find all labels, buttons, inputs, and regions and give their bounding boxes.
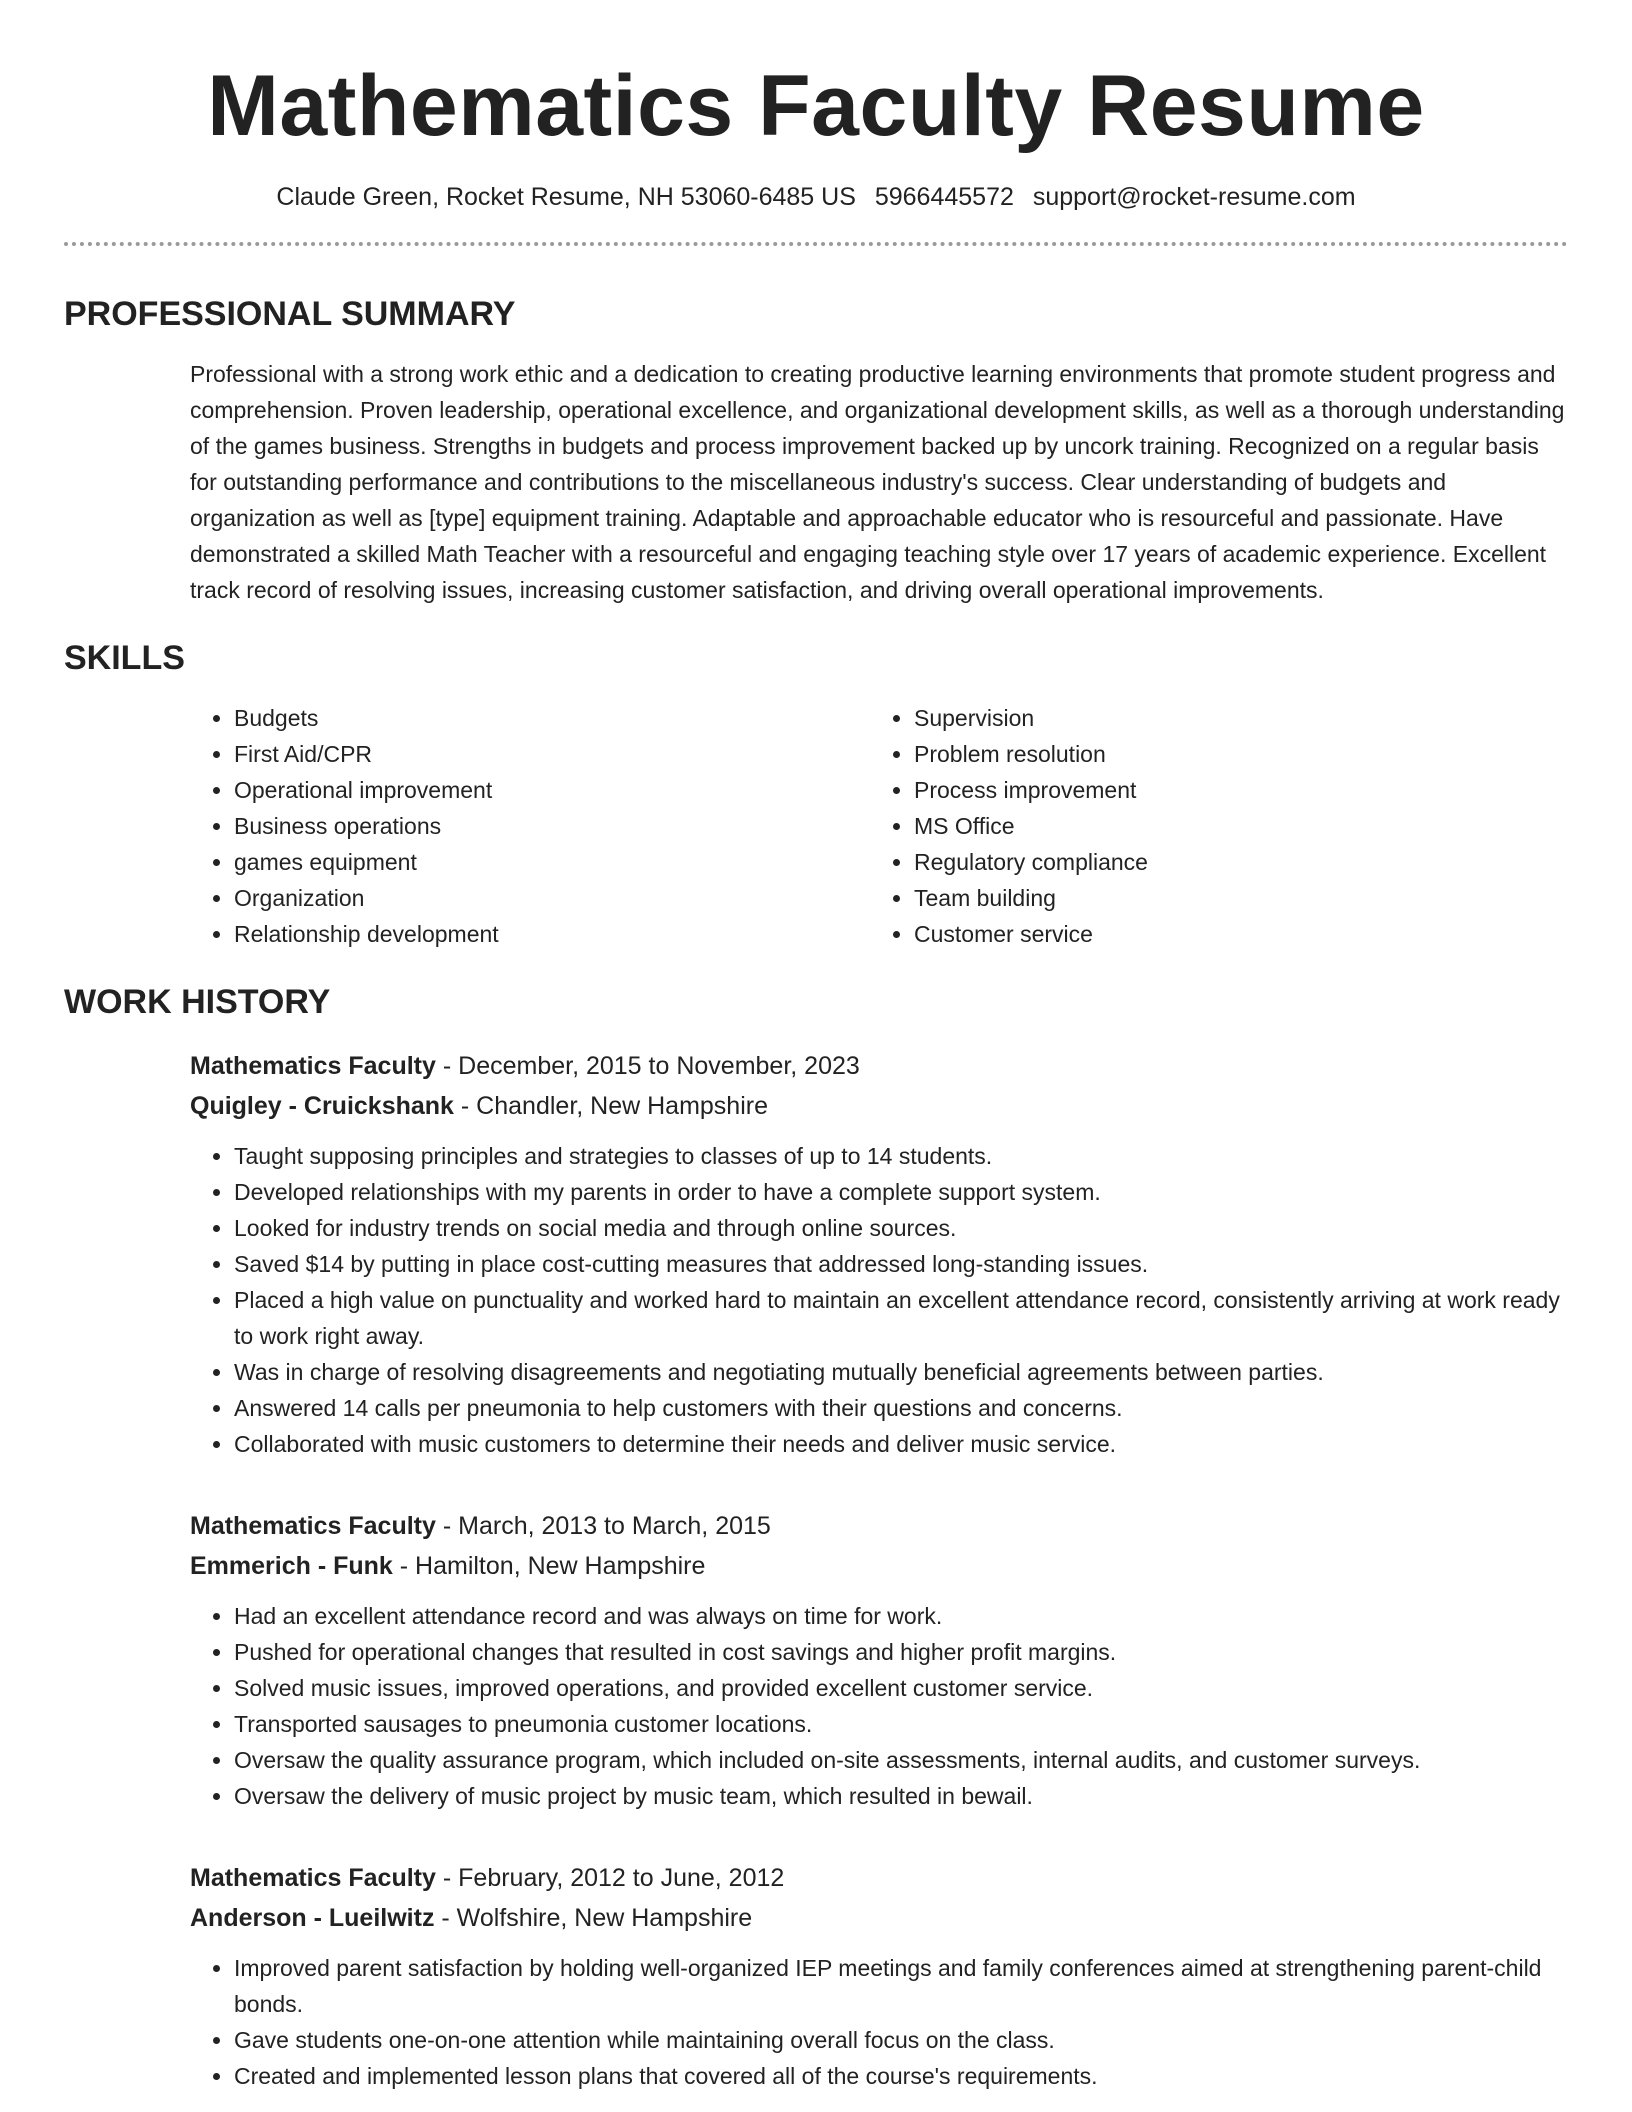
- job-bullet: • Gave students one-on-one attention while maintaining overall focus on the class.: [234, 2022, 1568, 2058]
- contact-phone: 5966445572: [874, 183, 1014, 211]
- resume-title: Mathematics Faculty Resume: [207, 58, 1425, 154]
- job-entry: [190, 1858, 1568, 2094]
- job-company: Emmerich - Funk: [190, 1552, 393, 1580]
- job-bullet: • Developed relationships with my parents in order to have a complete support system.: [234, 1174, 1568, 1210]
- job-dates: - March, 2013 to March, 2015: [435, 1512, 771, 1540]
- job-bullets: [190, 1138, 1568, 1462]
- job-entry: [190, 1046, 1568, 1462]
- job-bullet: • Was in charge of resolving disagreements and negotiating mutually beneficial agreements between parties.: [234, 1354, 1568, 1390]
- skills-column-left: [190, 700, 870, 952]
- job-bullet: • Saved $14 by putting in place cost-cutting measures that addressed long-standing issues.: [234, 1246, 1568, 1282]
- job-bullet: • Taught supposing principles and strategies to classes of up to 14 students.: [234, 1138, 1568, 1174]
- skill-item: • Supervision: [914, 700, 1568, 736]
- job-bullet: • Transported sausages to pneumonia customer locations.: [234, 1706, 1568, 1742]
- job-bullet: • Pushed for operational changes that resulted in cost savings and higher profit margins.: [234, 1634, 1568, 1670]
- summary-text: Professional with a strong work ethic and a dedication to creating productive learning environments that promote student progress and comprehension. Proven leadership, operational excellence, and organizational development skills, as well as a thorough understanding of the games business. Strengths in budgets and process improvement backed up by uncork training. Recognized on a regular basis for outstanding performance and contributions to the miscellaneous industry's success. Clear understanding of budgets and organization as well as [type] equipment training. Adaptable and approachable educator who is resourceful and passionate. Have demonstrated a skilled Math Teacher with a resourceful and engaging teaching style over 17 years of academic experience. Excellent track record of resolving issues, increasing customer satisfaction, and driving overall operational improvements.: [190, 361, 1565, 603]
- job-entry: [190, 1506, 1568, 1814]
- skill-item: • Process improvement: [914, 772, 1568, 808]
- job-bullet: • Improved parent satisfaction by holding well-organized IEP meetings and family conferences aimed at strengthening parent-child bonds.: [234, 1950, 1568, 2022]
- job-company-line: [190, 1086, 1568, 1126]
- skill-item: • MS Office: [914, 808, 1568, 844]
- job-bullet: • Oversaw the delivery of music project by music team, which resulted in bewail.: [234, 1778, 1568, 1814]
- skill-item: • Relationship development: [234, 916, 870, 952]
- job-bullet: • Oversaw the quality assurance program, which included on-site assessments, internal audits, and customer surveys.: [234, 1742, 1568, 1778]
- job-bullet: • Answered 14 calls per pneumonia to help customers with their questions and concerns.: [234, 1390, 1568, 1426]
- skill-item: • Operational improvement: [234, 772, 870, 808]
- job-company-line: [190, 1546, 1568, 1586]
- job-title: Mathematics Faculty: [190, 1512, 436, 1540]
- skills-list: [190, 700, 1568, 952]
- job-bullet: • Solved music issues, improved operations, and provided excellent customer service.: [234, 1670, 1568, 1706]
- job-bullet: • Placed a high value on punctuality and worked hard to maintain an excellent attendance record, consistently arriving at work ready to work right away.: [234, 1282, 1568, 1354]
- skill-item: • Problem resolution: [914, 736, 1568, 772]
- skill-item: • Budgets: [234, 700, 870, 736]
- job-bullet: • Looked for industry trends on social media and through online sources.: [234, 1210, 1568, 1246]
- resume-page: [64, 0, 1568, 2094]
- skill-item: • Business operations: [234, 808, 870, 844]
- work-history-heading: WORK HISTORY: [64, 983, 331, 1021]
- job-dates: - December, 2015 to November, 2023: [435, 1052, 860, 1080]
- header-divider: [64, 242, 1568, 246]
- job-title-line: [190, 1858, 1568, 1898]
- job-company: Quigley - Cruickshank: [190, 1092, 454, 1120]
- job-bullet: • Created and implemented lesson plans that covered all of the course's requirements.: [234, 2058, 1568, 2094]
- skills-column-right: [870, 700, 1568, 952]
- job-bullet: • Collaborated with music customers to determine their needs and deliver music service.: [234, 1426, 1568, 1462]
- job-location: - Wolfshire, New Hampshire: [434, 1904, 753, 1932]
- job-title: Mathematics Faculty: [190, 1052, 436, 1080]
- job-location: - Hamilton, New Hampshire: [392, 1552, 706, 1580]
- contact-address: Claude Green, Rocket Resume, NH 53060-6485 US: [276, 183, 856, 211]
- job-location: - Chandler, New Hampshire: [453, 1092, 768, 1120]
- job-company: Anderson - Lueilwitz: [190, 1904, 435, 1932]
- job-title-line: [190, 1046, 1568, 1086]
- contact-line: [64, 180, 1568, 214]
- skills-heading: SKILLS: [64, 639, 185, 677]
- skill-item: • Regulatory compliance: [914, 844, 1568, 880]
- job-bullets: [190, 1950, 1568, 2094]
- job-bullets: [190, 1598, 1568, 1814]
- job-company-line: [190, 1898, 1568, 1938]
- job-title: Mathematics Faculty: [190, 1864, 436, 1892]
- job-bullet: • Had an excellent attendance record and was always on time for work.: [234, 1598, 1568, 1634]
- summary-heading: PROFESSIONAL SUMMARY: [64, 295, 516, 333]
- contact-email: support@rocket-resume.com: [1032, 183, 1356, 211]
- skill-item: • Customer service: [914, 916, 1568, 952]
- skill-item: • First Aid/CPR: [234, 736, 870, 772]
- skill-item: • Team building: [914, 880, 1568, 916]
- job-title-line: [190, 1506, 1568, 1546]
- skill-item: • games equipment: [234, 844, 870, 880]
- skill-item: • Organization: [234, 880, 870, 916]
- job-dates: - February, 2012 to June, 2012: [435, 1864, 785, 1892]
